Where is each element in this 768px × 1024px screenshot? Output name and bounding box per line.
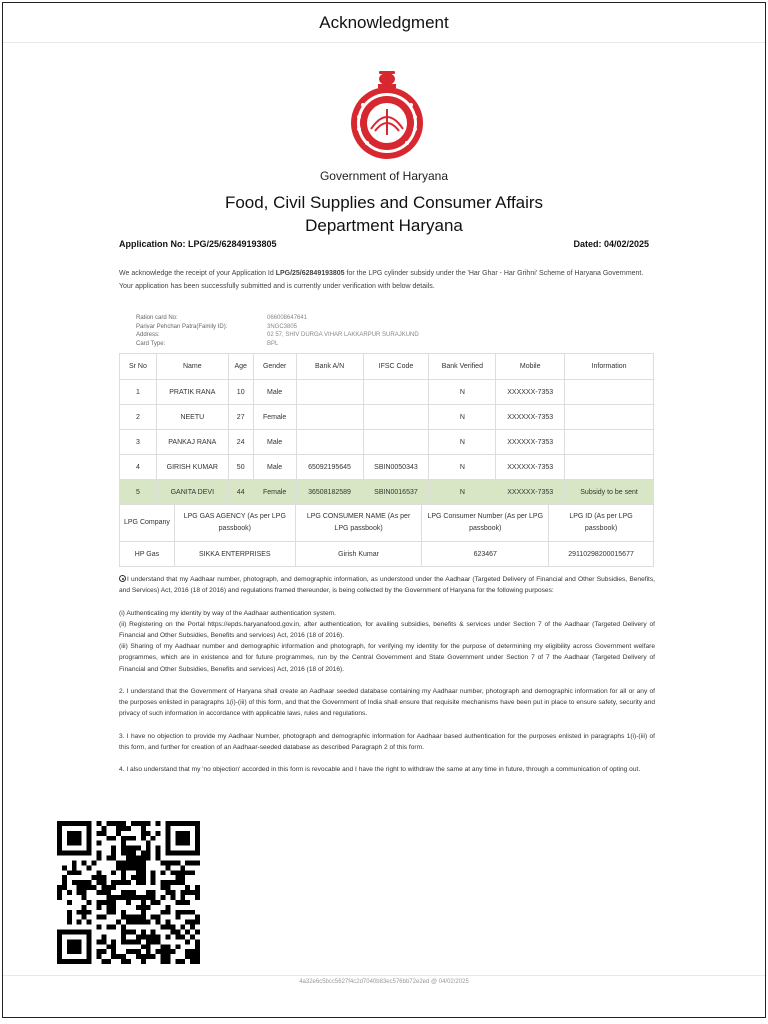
- table-cell: [296, 405, 363, 430]
- lpg-header-row: [120, 504, 654, 542]
- table-cell: [565, 430, 654, 455]
- table-cell: XXXXXX-7353: [496, 430, 565, 455]
- table-cell: XXXXXX-7353: [496, 405, 565, 430]
- table-cell: 10: [228, 380, 253, 405]
- table-cell: N: [429, 380, 496, 405]
- table-cell: 3: [120, 430, 157, 455]
- table-cell: XXXXXX-7353: [496, 480, 565, 505]
- table-row: [120, 430, 654, 455]
- col-header: LPG Consumer Number (As per LPG passbook): [422, 504, 549, 542]
- table-cell: 29110298200015677: [549, 542, 654, 567]
- table-cell: [296, 380, 363, 405]
- family-id-value: 3NGC3805: [267, 323, 298, 330]
- col-header: LPG Company: [120, 504, 175, 542]
- table-row: [120, 380, 654, 405]
- department-name: [3, 191, 765, 237]
- purpose-ii: (ii) Registering on the Portal https://epds.haryanafood.gov.in, after authentication, for availing subsidies, benefits & services under Section 7 of the Aadhaar (Targeted Delivery of Financial and Other Subsidies, Benefits and services) Act, 2016 (18 of 2016).: [119, 620, 655, 639]
- consent-paragraph-2: 2. I understand that the Government of Haryana shall create an Aadhaar seeded database containing my Aadhaar number, photograph and demographic information for all or any of the purposes enlisted in paragraphs 1(i)-(iii) of this form, and that the Government of India shall ensure that requisite mechanisms have been put in place to ensure safety, security and privacy of such information in accordance with applicable laws, rules and regulations.: [119, 688, 655, 718]
- lpg-table: [119, 503, 654, 567]
- ration-card-label: Ration card No:: [136, 315, 178, 321]
- address-label: Address:: [136, 332, 160, 338]
- page-title: Acknowledgment: [3, 3, 765, 43]
- table-cell: XXXXXX-7353: [496, 455, 565, 480]
- intro-application-id: LPG/25/62849193805: [275, 270, 345, 277]
- ration-card-value: 066008647641: [267, 315, 308, 321]
- table-cell: Male: [253, 380, 296, 405]
- table-cell: SBIN0050343: [363, 455, 429, 480]
- table-cell: [363, 380, 429, 405]
- consent-purposes: [119, 608, 655, 675]
- table-cell: Female: [253, 480, 296, 505]
- table-cell: [296, 430, 363, 455]
- table-cell: 4: [120, 455, 157, 480]
- col-header: IFSC Code: [363, 354, 429, 380]
- application-number: Application No: LPG/25/62849193805: [119, 239, 277, 249]
- table-cell: NEETU: [156, 405, 228, 430]
- qr-code-icon: [57, 821, 200, 964]
- col-header: Mobile: [496, 354, 565, 380]
- purpose-iii: (iii) Sharing of my Aadhaar number and demographic information and photograph, for verifying my identity for the purpose of determining my eligibility across Government welfare programmes, which are in existence and for future programmes, run by the Central Government and State Government under Section 7 of 7 the Aadhaar (Targeted Delivery of Financial and Other Subsidies, Benefits and services) Act, 2016 (18 of 2016).: [119, 643, 655, 673]
- table-cell: SBIN0016537: [363, 480, 429, 505]
- col-header: LPG GAS AGENCY (As per LPG passbook): [174, 504, 295, 542]
- table-cell: [565, 380, 654, 405]
- address-value: 02 57, SHIV DURGA VIHAR LAKKARPUR SURAJKUND: [267, 332, 419, 338]
- col-header: LPG CONSUMER NAME (As per LPG passbook): [295, 504, 422, 542]
- col-header: Gender: [253, 354, 296, 380]
- aadhaar-consent: [119, 574, 655, 787]
- table-cell: N: [429, 455, 496, 480]
- table-cell: PANKAJ RANA: [156, 430, 228, 455]
- department-line-2: Department Haryana: [305, 216, 463, 235]
- intro-text-post: for the LPG cylinder subsidy under the 'Har Ghar - Har Grihni' Scheme of Haryana Government. Your application has been successfully submitted and is currently under verification with below details.: [119, 270, 644, 290]
- table-cell: Female: [253, 405, 296, 430]
- table-cell: [565, 405, 654, 430]
- table-cell: Male: [253, 430, 296, 455]
- table-cell: N: [429, 405, 496, 430]
- table-cell: PRATIK RANA: [156, 380, 228, 405]
- table-cell: 24: [228, 430, 253, 455]
- family-info: [136, 314, 419, 348]
- table-cell: 2: [120, 405, 157, 430]
- table-cell: [363, 430, 429, 455]
- card-type-label: Card Type:: [136, 340, 166, 347]
- col-header: Bank A/N: [296, 354, 363, 380]
- table-cell: Girish Kumar: [295, 542, 422, 567]
- table-cell: 27: [228, 405, 253, 430]
- table-cell: 1: [120, 380, 157, 405]
- consent-text-1: I understand that my Aadhaar number, photograph, and demographic information, as understood under the Aadhaar (Targeted Delivery of Financial and Other Subsidies, Benefits, and Services) Act, 2016 (18 of 2016) and regulations framed thereunder, is being collected by the Government of Haryana for the following purposes:: [119, 576, 655, 595]
- consent-radio[interactable]: [119, 575, 126, 582]
- table-cell: 50: [228, 455, 253, 480]
- table-cell: [363, 405, 429, 430]
- members-table: [119, 353, 654, 505]
- table-cell: GIRISH KUMAR: [156, 455, 228, 480]
- card-type-value: BPL: [267, 340, 279, 347]
- document-hash: 4a32e6c5bcc5627f4c2d7040b83ec576bb72e2ed @ 04/02/2025: [299, 979, 469, 985]
- table-cell: 44: [228, 480, 253, 505]
- table-cell: N: [429, 430, 496, 455]
- table-cell: XXXXXX-7353: [496, 380, 565, 405]
- purpose-i: (i) Authenticating my identity by way of the Aadhaar authentication system.: [119, 609, 336, 617]
- table-cell: SIKKA ENTERPRISES: [174, 542, 295, 567]
- acknowledgment-page: [2, 2, 766, 1018]
- department-line-1: Food, Civil Supplies and Consumer Affairs: [224, 193, 544, 212]
- table-cell: Male: [253, 455, 296, 480]
- col-header: Age: [228, 354, 253, 380]
- table-cell: 36508182589: [296, 480, 363, 505]
- col-header: LPG ID (As per LPG passbook): [549, 504, 654, 542]
- table-cell: 623467: [422, 542, 549, 567]
- table-row: [120, 405, 654, 430]
- haryana-emblem-icon: [349, 65, 425, 161]
- col-header: Information: [565, 354, 654, 380]
- intro-paragraph: [119, 267, 655, 293]
- col-header: Name: [156, 354, 228, 380]
- table-cell: 5: [120, 480, 157, 505]
- table-row: [120, 455, 654, 480]
- consent-paragraph-4: 4. I also understand that my 'no objection' accorded in this form is revocable and I have the right to withdraw the same at any time in future, through a communication of opting out.: [119, 766, 641, 774]
- government-name: Government of Haryana: [319, 169, 449, 183]
- table-row-highlighted: [120, 480, 654, 505]
- table-cell: HP Gas: [120, 542, 175, 567]
- table-cell: N: [429, 480, 496, 505]
- table-cell: 65092195645: [296, 455, 363, 480]
- footer-divider: [3, 975, 765, 976]
- table-cell: Subsidy to be sent: [565, 480, 654, 505]
- col-header: Bank Verified: [429, 354, 496, 380]
- table-row: [120, 542, 654, 567]
- table-cell: GANITA DEVI: [156, 480, 228, 505]
- col-header: Sr No: [120, 354, 157, 380]
- consent-paragraph-1: [119, 574, 655, 596]
- consent-paragraph-3: 3. I have no objection to provide my Aadhaar Number, photograph and demographic information for Aadhaar based authentication for the purposes enlisted in paragraphs 1(i)-(iii) of this form, and further for creation of an Aadhaar-seeded database as described Paragraph 2 of this form.: [119, 732, 655, 751]
- table-cell: [565, 455, 654, 480]
- intro-text-pre: We acknowledge the receipt of your Application Id: [119, 270, 276, 277]
- application-date: Dated: 04/02/2025: [573, 239, 649, 249]
- members-header-row: [120, 354, 654, 380]
- family-id-label: Parivar Pehchan Patra(Family ID):: [136, 323, 228, 330]
